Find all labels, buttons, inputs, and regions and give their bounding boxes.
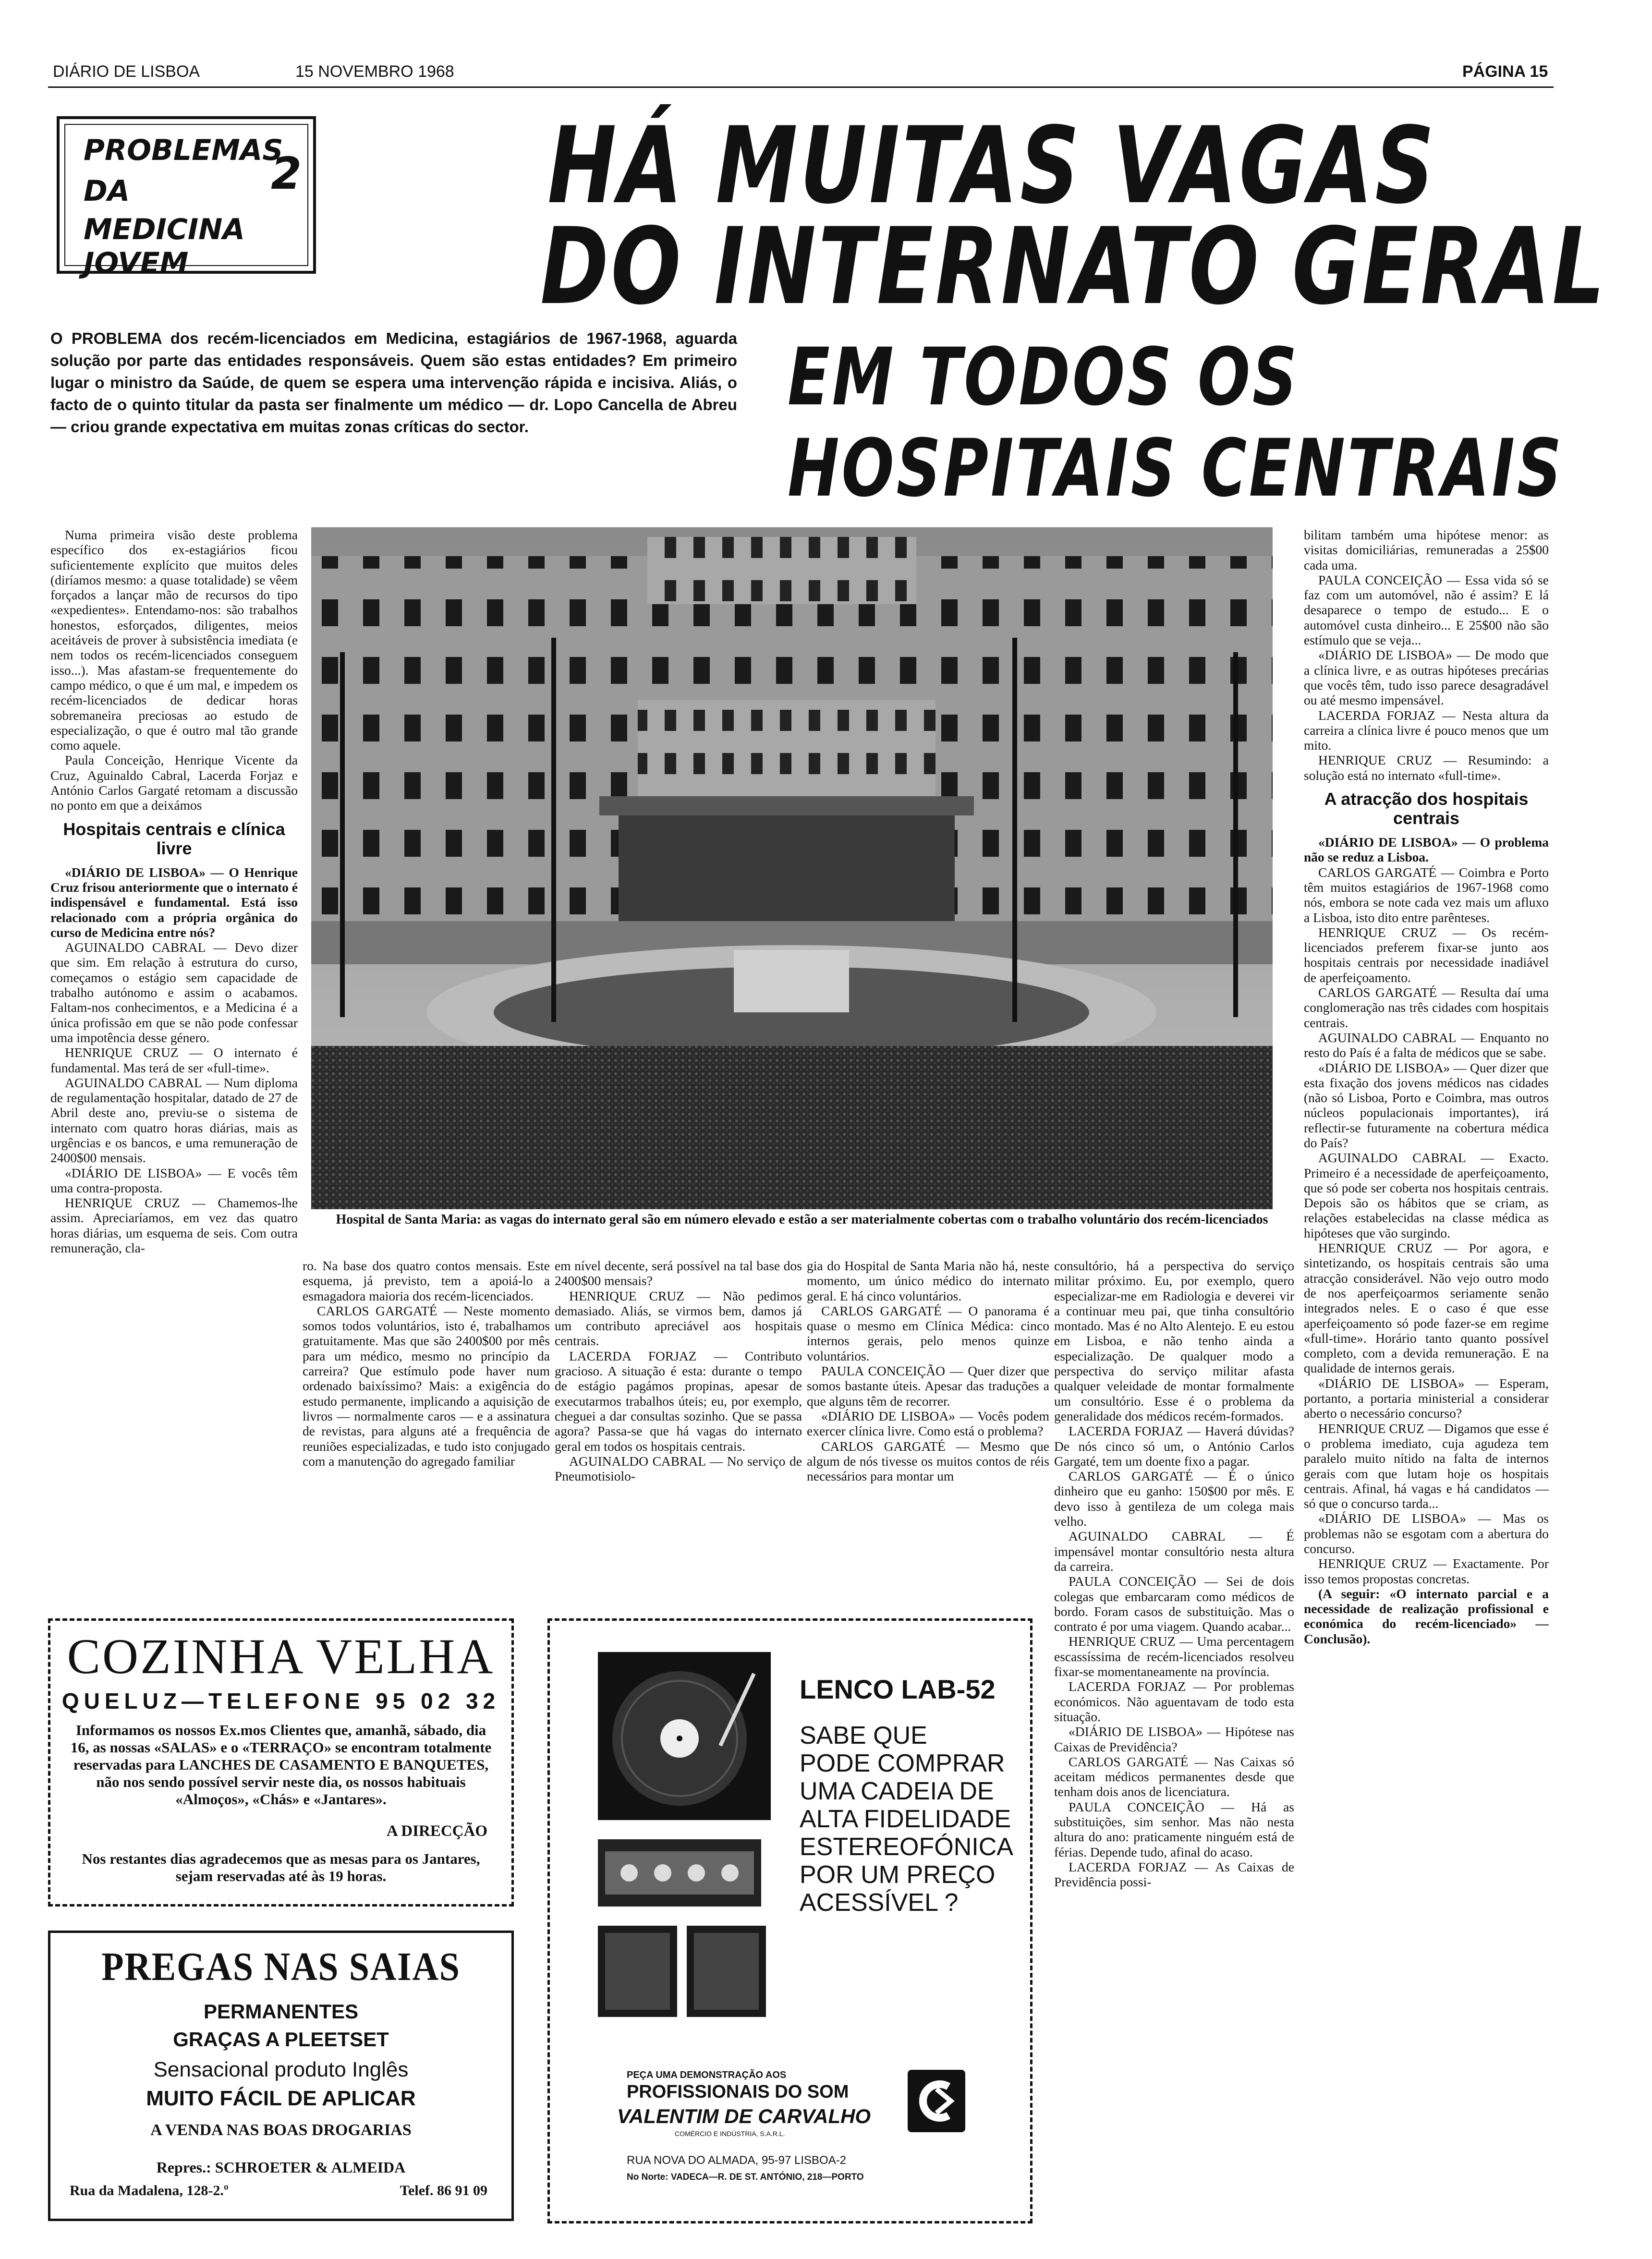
col2-para: ro. Na base dos quatro contos mensais. Este esquema, já previsto, tem a apoiá-lo a esmagadora maioria dos recém-licenciados.	[303, 1258, 550, 1303]
subhead-atraccao: A atracção dos hospitais centrais	[1324, 789, 1529, 828]
col5-para: LACERDA FORJAZ — Haverá dúvidas? De nós cinco só um, o António Carlos Gargaté, tem um doente fixo a pagar.	[1054, 1423, 1294, 1469]
hospital-photo-image	[311, 527, 1273, 1209]
col6-para: «DIÁRIO DE LISBOA» — Esperam, portanto, a portaria ministerial a considerar aberto o necessário concurso?	[1304, 1375, 1549, 1421]
col1-para: HENRIQUE CRUZ — O internato é fundamental. Mas terá de ser «full-time».	[50, 1045, 298, 1075]
cozinha-sign: A DIRECÇÃO	[387, 1822, 487, 1840]
issue-date: 15 NOVEMBRO 1968	[295, 62, 454, 81]
col6-para: HENRIQUE CRUZ — Exactamente. Por isso temos propostas concretas.	[1304, 1556, 1549, 1586]
pregas-line: PERMANENTES	[203, 2000, 359, 2023]
col4-para: CARLOS GARGATÉ — Mesmo que algum de nós tivesse os muitos contos de réis necessários para montar um	[807, 1438, 1049, 1484]
col1-para: Paula Conceição, Henrique Vicente da Cruz, Aguinaldo Cabral, Lacerda Forjaz e António Carlos Gargaté retomam a discussão no ponto em que a deixámos	[50, 753, 298, 813]
lenco-pros: PROFISSIONAIS DO SOM	[627, 2082, 849, 2102]
col5-para: PAULA CONCEIÇÃO — Há as substituições, sim senhor. Mas não nesta altura do ano: praticamente ninguém está de férias. Depende tudo, afinal do acaso.	[1054, 1799, 1294, 1859]
cozinha-phone: QUELUZ—TELEFONE 95 02 32	[61, 1688, 500, 1713]
pregas-title: PREGAS NAS SAIAS	[101, 1944, 461, 1989]
ad-pregas-nas-saias	[48, 1931, 514, 2221]
col6-para: HENRIQUE CRUZ — Digamos que esse é o problema imediato, cuja agudeza tem paralelo muito nítido na falta de internos gerais com que lutam hoje os hospitais centrais. Afinal, há vagas e há candidatos — só que o concurso tarda...	[1304, 1421, 1549, 1511]
col6-para: «DIÁRIO DE LISBOA» — Quer dizer que esta fixação dos jovens médicos nas cidades (não só Lisboa, Porto e Coimbra, mas outros núcleos populacionais importantes), irá reflectir-se futuramente na cobertura médica do País?	[1304, 1060, 1549, 1150]
col3-para: em nível decente, será possível na tal base dos 2400$00 mensais?	[555, 1258, 802, 1288]
ad-lenco-lab52	[547, 1618, 1032, 2223]
headline-line3: EM TODOS OS	[788, 331, 1300, 423]
pregas-line: MUITO FÁCIL DE APLICAR	[146, 2087, 416, 2110]
lenco-address: RUA NOVA DO ALMADA, 95-97 LISBOA-2	[627, 2154, 847, 2167]
series-number: 2	[271, 148, 302, 199]
slogan-line: ALTA FIDELIDADE	[800, 1805, 1011, 1833]
pregas-line: GRAÇAS A PLEETSET	[173, 2028, 389, 2051]
pregas-phone: Telef. 86 91 09	[400, 2183, 487, 2198]
valentim-logo-mark	[908, 2070, 965, 2132]
col6-para: CARLOS GARGATÉ — Resulta daí uma conglomeração nas três cidades com hospitais centrais.	[1304, 985, 1549, 1030]
valentim-logo	[908, 2070, 965, 2132]
col6-para: «DIÁRIO DE LISBOA» — O problema não se reduz a Lisboa.	[1304, 835, 1549, 865]
col6-para: «DIÁRIO DE LISBOA» — De modo que a clínica livre, e as outras hipóteses precárias que vocês têm, tudo isso parece desagradável ou até mesmo impensável.	[1304, 647, 1549, 708]
col6-para: HENRIQUE CRUZ — Resumindo: a solução está no internato «full-time».	[1304, 753, 1549, 783]
col6-para: AGUINALDO CABRAL — Exacto. Primeiro é a necessidade de aperfeiçoamento, que só pode ser coberta nos hospitais centrais. Depois são os hábitos que se criam, as relações estabelecidas na classe médica as hipóteses que vão surgindo.	[1304, 1150, 1549, 1240]
hospital-photo	[311, 527, 1273, 1209]
amplifier-image	[595, 1837, 764, 1909]
col5-para: PAULA CONCEIÇÃO — Sei de dois colegas que embarcaram como médicos de bordo. Foram casos de substituição. Mas o contrato é por uma viagem. Quando acabar...	[1054, 1574, 1294, 1634]
lenco-north: No Norte: VADECA—R. DE ST. ANTÓNIO, 218—PORTO	[627, 2172, 864, 2182]
col6-para: CARLOS GARGATÉ — Coimbra e Porto têm muitos estagiários de 1967-1968 como nós, embora se note cada vez mais um afluxo a Lisboa, isto dito entre parênteses.	[1304, 864, 1549, 925]
col3-para: HENRIQUE CRUZ — Não pedimos demasiado. Aliás, se virmos bem, damos já um contributo apreciável aos hospitais centrais.	[555, 1288, 802, 1348]
col5-para: «DIÁRIO DE LISBOA» — Hipótese nas Caixas de Previdência?	[1054, 1724, 1294, 1754]
headline-line4: HOSPITAIS CENTRAIS	[788, 422, 1564, 514]
col1-para: HENRIQUE CRUZ — Chamemos-lhe assim. Apreciaríamos, em vez das quatro horas diárias, um esquema de seis. Com outra remuneração, cla-	[50, 1195, 298, 1256]
col3-para: LACERDA FORJAZ — Contributo gracioso. A situação é esta: durante o tempo de estágio pagámos propinas, apesar de executarmos trabalhos úteis; eu, por exemplo, cheguei a dar consultas sozinho. Que se passa agora? Passa-se que há vagas do internato geral em todos os hospitais centrais.	[555, 1348, 802, 1454]
col1-para: AGUINALDO CABRAL — Devo dizer que sim. Em relação à estrutura do curso, começamos o estágio sem capacidade de trabalho autónomo e assim o acabamos. Faltam-nos conhecimentos, e a Medicina é a única profissão em que se não pode confessar uma impotência desse género.	[50, 940, 298, 1045]
lead-paragraph: O PROBLEMA dos recém-licenciados em Medicina, estagiários de 1967-1968, aguarda solução por parte das entidades responsáveis. Quem são estas entidades? Em primeiro lugar o ministro da Saúde, de quem se espera uma intervenção rápida e incisiva. Aliás, o facto de o quinto titular da pasta ser finalmente um médico — dr. Lopo Cancella de Abreu — criou grande expectativa em muitas zonas críticas do sector.	[50, 329, 737, 436]
slogan-line: SABE QUE	[800, 1722, 927, 1749]
article-column-6	[1304, 527, 1549, 2235]
col1-para: AGUINALDO CABRAL — Num diploma de regulamentação hospitalar, datado de 27 de Abril deste ano, previu-se o sistema de internato com quatro horas diárias, mais as urgências e os bancos, e uma remuneração de 2400$00 mensais.	[50, 1075, 298, 1166]
col5-para: AGUINALDO CABRAL — É impensável montar consultório nesta altura da carreira.	[1054, 1529, 1294, 1574]
cozinha-body: Informamos os nossos Ex.mos Clientes que, amanhã, sábado, dia 16, as nossas «SALAS» e o «TERRAÇO» se encontram totalmente reservadas para LANCHES DE CASAMENTO E BANQUETES, não nos sendo possível servir neste dia, os nossos habituais «Almoços», «Chás» e «Jantares».	[70, 1722, 492, 1808]
slogan-line: ESTEREOFÓNICA	[800, 1833, 1013, 1861]
article-column-3	[555, 1258, 802, 1590]
col4-para: gia do Hospital de Santa Maria não há, neste momento, um único médico do internato geral. E há cinco voluntários.	[807, 1258, 1049, 1303]
col5-para: HENRIQUE CRUZ — Uma percentagem escassíssima de recém-licenciados resolveu fixar-se momentaneamente na província.	[1054, 1634, 1294, 1679]
slogan-line: PODE COMPRAR	[800, 1749, 1005, 1777]
article-column-5	[1054, 1258, 1294, 2233]
col6-para: bilitam também uma hipótese menor: as visitas domiciliárias, remuneradas a 25$00 cada uma.	[1304, 527, 1549, 572]
turntable-image	[595, 1650, 773, 1822]
col1-para: Numa primeira visão deste problema específico dos ex-estagiários ficou suficientemente explícito que muitos deles (diríamos mesmo: a quase totalidade) se vêem forçados a lançar mão de recursos do tipo «expedientes». Entendamo-nos: são trabalhos honestos, esforçados, diligentes, meios aceitáveis de prover à subsistência imediata (e nem todos os recém-licenciados conseguem isso...). Mas afastam-se frequentemente do campo médico, o que é um mal, e impedem os recém-licenciados de dedicar horas sobremaneira preciosas ao estudo de especialização, o que é outro mal tão grande como aquele.	[50, 527, 298, 753]
lenco-company-sub: COMÉRCIO E INDÚSTRIA, S.A.R.L.	[675, 2130, 785, 2138]
col3-para: AGUINALDO CABRAL — No serviço de Pneumotisiolo-	[555, 1453, 802, 1484]
col6-para: (A seguir: «O internato parcial e a necessidade de realização profissional e económica do recém-licenciado» — Conclusão).	[1304, 1586, 1549, 1646]
pregas-rep: Repres.: SCHROETER & ALMEIDA	[156, 2159, 406, 2176]
col2-para: CARLOS GARGATÉ — Neste momento somos todos voluntários, isto é, trabalhamos gratuitamente. Mas que são 2400$00 por mês para um médico, mesmo no princípio da carreira? Que estímulo pode haver num ordenado baixíssimo? Mais: a exigência do estudo permanente, implicando a aquisição de livros — normalmente caros — e a assinatura de revistas, para alguns até a frequência de reuniões especializadas, e tudo isto conjugado com a manutenção do agregado familiar	[303, 1303, 550, 1469]
col6-para: PAULA CONCEIÇÃO — Essa vida só se faz com um automóvel, não é assim? E lá desaparece o tempo de estudo... E o automóvel custa dinheiro... E 25$00 não são estímulo que se veja...	[1304, 572, 1549, 648]
photo-caption: Hospital de Santa Maria: as vagas do internato geral são em número elevado e estão a ser materialmente cobertas com o trabalho voluntário dos recém-licenciados	[336, 1212, 1268, 1227]
pregas-line: Sensacional produto Inglês	[153, 2058, 409, 2081]
series-line3: MEDICINA JOVEM	[84, 213, 245, 280]
subhead-hospitais-centrais: Hospitais centrais e clínica livre	[63, 819, 285, 858]
col6-para: HENRIQUE CRUZ — Por agora, e sintetizando, os hospitais centrais são uma atracção considerável. Não vejo outro modo de nos aperfeiçoarmos seriamente senão integrados neles. E o caso é que esse aperfeiçoamento só pode fazer-se em regime «full-time». Horário tanto quanto possível completo, com a devida remuneração. E na qualidade de internos gerais.	[1304, 1240, 1549, 1376]
headline-line2: DO INTERNATO GERAL	[540, 205, 1607, 328]
col5-para: consultório, há a perspectiva do serviço militar próximo. Eu, por exemplo, quero especializar-me em Radiologia e deverei vir a continuar meu pai, que tinha consultório montado. Mas é no Alto Alentejo. E eu estou em Lisboa, e não tenho ainda a especialização. De qualquer modo a perspectiva do serviço militar afasta qualquer veleidade de montar formalmente um consultório. Esse é o problema da generalidade dos médicos recém-formados.	[1054, 1258, 1294, 1423]
headline-line1: HÁ MUITAS VAGAS	[547, 104, 1437, 227]
lenco-company: VALENTIM DE CARVALHO	[617, 2105, 871, 2127]
speakers-image	[595, 1923, 768, 2019]
slogan-line: POR UM PREÇO	[800, 1861, 996, 1889]
col4-para: CARLOS GARGATÉ — O panorama é quase o mesmo em Clínica Médica: cinco internos gerais, pelo menos quinze voluntários.	[807, 1303, 1049, 1363]
col5-para: LACERDA FORJAZ — As Caixas de Previdência possi-	[1054, 1859, 1294, 1890]
article-column-4	[807, 1258, 1049, 1590]
ad-cozinha-velha	[48, 1618, 514, 1907]
col5-para: CARLOS GARGATÉ — É o único dinheiro que eu ganho: 150$00 por mês. E devo isso à gentileza de um colega mais velho.	[1054, 1469, 1294, 1529]
paper-name: DIÁRIO DE LISBOA	[53, 62, 200, 81]
col1-para: «DIÁRIO DE LISBOA» — O Henrique Cruz frisou anteriormente que o internato é indispensável e fundamental. Está isso relacionado com a própria orgânica do curso de Medicina entre nós?	[50, 864, 298, 940]
article-column-2	[303, 1258, 550, 1590]
col6-para: HENRIQUE CRUZ — Os recém-licenciados preferem fixar-se junto aos hospitais centrais por necessidade inadiável de aperfeiçoamento.	[1304, 924, 1549, 985]
slogan-line: UMA CADEIA DE	[800, 1777, 994, 1805]
page-number: PÁGINA 15	[1462, 62, 1548, 81]
col6-para: AGUINALDO CABRAL — Enquanto no resto do País é a falta de médicos que se sabe.	[1304, 1030, 1549, 1060]
col5-para: CARLOS GARGATÉ — Nas Caixas só aceitam médicos permanentes desde que tenham dois anos de licenciatura.	[1054, 1754, 1294, 1799]
col6-para: «DIÁRIO DE LISBOA» — Mas os problemas não se esgotam com a abertura do concurso.	[1304, 1511, 1549, 1556]
lenco-model: LENCO LAB-52	[800, 1674, 996, 1704]
col1-para: «DIÁRIO DE LISBOA» — E vocês têm uma contra-proposta.	[50, 1165, 298, 1195]
pregas-line: A VENDA NAS BOAS DROGARIAS	[150, 2121, 412, 2139]
cozinha-title: COZINHA VELHA	[67, 1629, 495, 1684]
article-column-1	[50, 527, 298, 1589]
lenco-demo: PEÇA UMA DEMONSTRAÇÃO AOS	[627, 2070, 787, 2080]
pregas-address: Rua da Madalena, 128-2.º	[70, 2183, 229, 2198]
col4-para: «DIÁRIO DE LISBOA» — Vocês podem exercer clínica livre. Como está o problema?	[807, 1408, 1049, 1439]
cozinha-footer: Nos restantes dias agradecemos que as mesas para os Jantares, sejam reservadas até às 19 horas.	[82, 1850, 480, 1884]
lenco-slogan	[800, 1722, 1013, 1917]
slogan-line: ACESSÍVEL ?	[800, 1889, 959, 1917]
series-box	[57, 116, 316, 280]
col6-para: LACERDA FORJAZ — Nesta altura da carreira a clínica livre é pouco menos que um mito.	[1304, 707, 1549, 753]
header-rule	[48, 86, 1554, 88]
col5-para: LACERDA FORJAZ — Por problemas económicos. Não aguentavam de todo esta situação.	[1054, 1679, 1294, 1724]
col4-para: PAULA CONCEIÇÃO — Quer dizer que somos bastante úteis. Apesar das traduções a que alguns têm de recorrer.	[807, 1363, 1049, 1409]
series-line2: DA	[84, 174, 130, 208]
series-line1: PROBLEMAS	[84, 134, 283, 167]
